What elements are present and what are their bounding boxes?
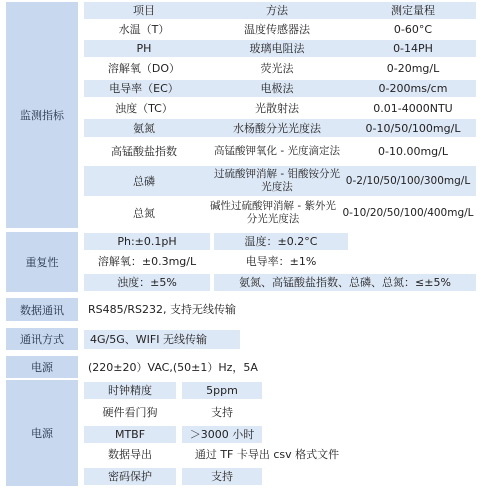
repeat-ec: 电导率：±1% [245,255,317,268]
table-row-method: 过硫酸钾消解 - 钼酸铵分光光度法 [214,168,340,193]
spec-value: 支持 [211,406,233,419]
spec-key: 密码保护 [84,468,176,485]
table-row-range: 0.01-4000NTU [373,101,453,115]
spec-value: ＞3000 小时 [182,426,262,443]
spec-key: 时钟精度 [84,382,176,399]
table-row-item: 电导率（EC） [109,82,179,95]
table-row-range: 0-200ms/cm [378,82,448,95]
section-label-power-specs: 电源 [6,380,78,486]
table-row-item: 氨氮 [133,121,155,135]
section-label-repeatability: 重复性 [6,232,78,292]
spec-key: 数据导出 [108,448,152,461]
table-row-method: 光散射法 [255,101,299,115]
section-label-monitoring: 监测指标 [6,2,78,228]
table-row-item: 总氮 [133,206,155,220]
table-row-range: 0-60°C [393,23,433,36]
power-value: (220±20）VAC,(50±1）Hz，5A [88,360,258,374]
repeat-do: 溶解氧：±0.3mg/L [97,255,197,268]
header-method: 方法 [266,4,288,17]
header-range: 测定量程 [391,4,435,17]
section-label-data-comm: 数据通讯 [6,298,78,321]
spec-value: 5ppm [182,382,262,399]
table-row-range: 0-14PH [393,42,433,55]
table-row-range: 0-2/10/50/100/300mg/L [345,174,471,187]
table-row-method: 玻璃电阻法 [249,42,305,55]
comm-mode-value: 4G/5G、WIFI 无线传输 [84,330,240,349]
data-comm-value: RS485/RS232, 支持无线传输 [88,303,236,316]
table-row-item: 水温（T） [118,23,170,36]
table-row-method: 碱性过硫酸钾消解 - 紫外光分光光度法 [210,200,336,225]
spec-value: 支持 [182,468,262,485]
repeat-others: 氨氮、高锰酸盐指数、总磷、总氮：≤±5% [214,274,476,291]
repeat-ph: Ph:±0.1pH [84,233,210,250]
table-row-range: 0-20mg/L [386,62,440,75]
section-label-comm-mode: 通讯方式 [6,328,78,350]
table-row-range: 0-10/50/100mg/L [365,121,461,135]
repeat-temp: 温度：±0.2°C [214,233,348,250]
repeat-turbidity: 浊度：±5% [84,274,210,291]
table-row-range: 0-10/20/50/100/400mg/L [342,206,474,219]
spec-key: MTBF [84,426,176,443]
table-row-item: 溶解氧（DO） [107,62,181,75]
spec-key: 硬件看门狗 [102,406,158,419]
header-item: 项目 [133,4,155,17]
section-label-power: 电源 [6,356,78,378]
table-row-item: PH [136,42,152,55]
table-row-item: 总磷 [133,174,155,188]
table-row-method: 电极法 [260,82,294,95]
table-row-method: 温度传感器法 [244,23,310,36]
table-row-item: 高锰酸盐指数 [111,145,177,158]
spec-value: 通过 TF 卡导出 csv 格式文件 [194,448,340,461]
table-row-method: 水杨酸分光光度法 [233,121,321,135]
table-row-item: 浊度（TC） [115,101,173,115]
table-row-range: 0-10.00mg/L [378,145,448,158]
table-row-method: 高锰酸钾氧化 - 光度滴定法 [214,145,340,157]
table-row-method: 荧光法 [260,62,294,75]
